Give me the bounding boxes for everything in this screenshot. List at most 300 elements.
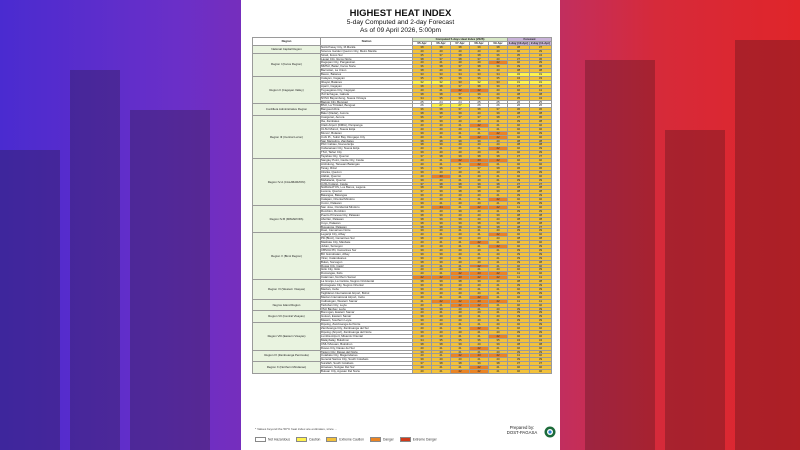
computed-value-cell: 39 [413, 151, 432, 155]
forecast-value-cell: 40 [530, 205, 552, 209]
forecast-value-cell: 40 [508, 245, 530, 249]
computed-value-cell: 40 [470, 151, 489, 155]
station-cell: Baguio City, Benguet [321, 100, 413, 104]
computed-value-cell: 42 [470, 327, 489, 331]
forecast-value-cell: 40 [508, 264, 530, 268]
station-cell: Batangas, Batangas [321, 194, 413, 198]
forecast-value-cell: 39 [508, 178, 530, 182]
computed-value-cell: 40 [451, 194, 470, 198]
computed-value-cell: 40 [489, 237, 508, 241]
computed-value-cell: 41 [489, 256, 508, 260]
computed-value-cell: 41 [470, 358, 489, 362]
building-silhouette [70, 70, 120, 450]
computed-value-cell: 40 [413, 127, 432, 131]
station-cell: Catbalogan, Western Samar [321, 299, 413, 303]
computed-value-cell: 40 [489, 170, 508, 174]
computed-value-cell: 39 [451, 155, 470, 159]
computed-value-cell: 41 [489, 311, 508, 315]
station-cell: Sinait, Ilocos Sur [321, 53, 413, 57]
station-cell: Virac, Catanduanes [321, 256, 413, 260]
computed-value-cell: 38 [432, 84, 451, 88]
computed-value-cell: 40 [489, 69, 508, 73]
computed-value-cell: 42 [489, 276, 508, 280]
computed-value-cell: 27 [451, 104, 470, 108]
computed-value-cell: 40 [451, 49, 470, 53]
computed-value-cell: 41 [432, 135, 451, 139]
forecast-value-cell: 39 [530, 256, 552, 260]
building-silhouette [0, 150, 60, 450]
computed-value-cell: 39 [432, 260, 451, 264]
computed-value-cell: 42 [470, 346, 489, 350]
forecast-value-cell: 39 [530, 291, 552, 295]
heat-index-table [252, 37, 552, 374]
computed-value-cell: 41 [470, 147, 489, 151]
station-cell: Cotabato City, Maguindanao [321, 354, 413, 358]
forecast-value-cell: 40 [508, 327, 530, 331]
computed-value-cell: 40 [413, 205, 432, 209]
computed-value-cell: 40 [432, 291, 451, 295]
computed-value-cell: 41 [489, 241, 508, 245]
computed-value-cell: 38 [470, 190, 489, 194]
computed-value-cell: 41 [451, 327, 470, 331]
footnote: * Values beyond the 50°C heat index are estimates, since ... [255, 427, 338, 431]
station-cell: Romblon, Romblon [321, 209, 413, 213]
station-cell: Cabanatuan City, Nueva Ecija [321, 147, 413, 151]
forecast-value-cell: 39 [530, 330, 552, 334]
computed-value-cell: 32 [470, 80, 489, 84]
computed-value-cell: 38 [470, 108, 489, 112]
station-cell: Tagum City, Davao del Norte [321, 350, 413, 354]
computed-value-cell: 39 [470, 225, 489, 229]
computed-value-cell: 41 [451, 163, 470, 167]
legend-swatch [296, 437, 307, 442]
computed-value-cell: 39 [413, 358, 432, 362]
forecast-value-cell: 40 [530, 295, 552, 299]
computed-value-cell: 42 [413, 276, 432, 280]
forecast-value-cell: 40 [508, 147, 530, 151]
computed-value-cell: 41 [451, 350, 470, 354]
forecast-value-cell: 41 [508, 205, 530, 209]
forecast-value-cell: 36 [530, 116, 552, 120]
computed-value-cell: 42 [470, 303, 489, 307]
computed-value-cell: 40 [413, 366, 432, 370]
legend-item [255, 437, 290, 442]
computed-value-cell: 40 [470, 174, 489, 178]
legend-label: Extreme Danger [412, 437, 437, 442]
computed-value-cell: 35 [432, 77, 451, 81]
forecast-value-cell: 36 [530, 57, 552, 61]
forecast-value-cell: 31 [530, 80, 552, 84]
computed-value-cell: 37 [451, 84, 470, 88]
computed-value-cell: 40 [413, 311, 432, 315]
forecast-value-cell: 40 [530, 198, 552, 202]
computed-value-cell: 41 [489, 120, 508, 124]
computed-value-cell: 39 [470, 362, 489, 366]
computed-value-cell: 36 [413, 65, 432, 69]
computed-value-cell: 41 [489, 327, 508, 331]
legend-label: Danger [382, 437, 394, 442]
station-cell: Daet, Camarines Norte [321, 229, 413, 233]
legend-label: Extreme Caution [339, 437, 364, 442]
forecast-value-cell: 39 [530, 248, 552, 252]
computed-value-cell: 39 [451, 209, 470, 213]
computed-value-cell: 36 [413, 108, 432, 112]
forecast-value-cell: 39 [508, 248, 530, 252]
forecast-value-cell: 40 [508, 151, 530, 155]
station-cell: Science Garden Quezon City, Metro Manila [321, 49, 413, 53]
forecast-value-cell: 31 [530, 73, 552, 77]
computed-value-cell: 39 [489, 221, 508, 225]
computed-value-cell: 39 [413, 252, 432, 256]
computed-value-cell: 41 [432, 295, 451, 299]
computed-value-cell: 26 [470, 104, 489, 108]
computed-value-cell: 40 [451, 260, 470, 264]
forecast-value-cell: 38 [530, 143, 552, 147]
forecast-value-cell: 40 [530, 334, 552, 338]
forecast-value-cell: 40 [530, 303, 552, 307]
forecast-value-cell: 40 [530, 127, 552, 131]
station-cell: Legazpi City, Albay [321, 233, 413, 237]
forecast-value-cell: 40 [508, 198, 530, 202]
computed-value-cell: 42 [451, 370, 470, 374]
station-cell: Busuanga, Palawan [321, 225, 413, 229]
computed-value-cell: 40 [470, 248, 489, 252]
computed-value-cell: 40 [470, 291, 489, 295]
station-cell: Alabat, Quezon [321, 174, 413, 178]
region-cell: Region VII (Central Visayas) [253, 311, 321, 323]
forecast-value-cell: 26 [508, 104, 530, 108]
forecast-value-cell: 34 [530, 53, 552, 57]
computed-value-cell: 41 [432, 370, 451, 374]
computed-value-cell: 40 [470, 284, 489, 288]
computed-value-cell: 41 [451, 229, 470, 233]
computed-value-cell: 35 [451, 338, 470, 342]
forecast-value-cell: 40 [530, 174, 552, 178]
computed-value-cell: 39 [413, 350, 432, 354]
computed-value-cell: 38 [432, 92, 451, 96]
computed-value-cell: 41 [489, 163, 508, 167]
computed-value-cell: 38 [432, 112, 451, 116]
forecast-value-cell: 38 [530, 190, 552, 194]
computed-value-cell: 40 [470, 237, 489, 241]
computed-value-cell: 40 [470, 342, 489, 346]
computed-value-cell: 25 [470, 100, 489, 104]
forecast-value-cell: 31 [508, 80, 530, 84]
computed-value-cell: 41 [489, 194, 508, 198]
computed-value-cell: 40 [432, 248, 451, 252]
computed-value-cell: 41 [432, 61, 451, 65]
computed-value-cell: 40 [470, 178, 489, 182]
forecast-value-cell: 38 [530, 221, 552, 225]
computed-value-cell: 42 [489, 245, 508, 249]
forecast-value-cell: 25 [530, 100, 552, 104]
computed-day-header: 05-Apr [413, 41, 432, 45]
computed-value-cell: 38 [470, 53, 489, 57]
station-cell: Calayan, Cagayan [321, 77, 413, 81]
computed-value-cell: 40 [413, 346, 432, 350]
forecast-value-cell: 40 [530, 241, 552, 245]
station-cell: TSU, Tarlac City [321, 151, 413, 155]
computed-value-cell: 38 [413, 92, 432, 96]
station-cell: Puerto Princesa City, Palawan [321, 213, 413, 217]
forecast-value-cell: 37 [508, 84, 530, 88]
computed-value-cell: 40 [413, 147, 432, 151]
computed-value-cell: 33 [451, 80, 470, 84]
computed-value-cell: 40 [432, 49, 451, 53]
computed-value-cell: 40 [470, 256, 489, 260]
region-cell: Region II (Cagayan Valley) [253, 77, 321, 104]
forecast-value-cell: 38 [508, 139, 530, 143]
forecast-value-cell: 38 [530, 342, 552, 346]
computed-value-cell: 38 [432, 108, 451, 112]
computed-value-cell: 40 [489, 358, 508, 362]
forecast-value-cell: 39 [508, 194, 530, 198]
computed-value-cell: 38 [489, 116, 508, 120]
computed-value-cell: 40 [451, 61, 470, 65]
forecast-value-cell: 34 [530, 96, 552, 100]
computed-value-cell: 37 [451, 108, 470, 112]
computed-value-cell: 39 [489, 112, 508, 116]
computed-value-cell: 36 [470, 338, 489, 342]
computed-value-cell: 40 [413, 327, 432, 331]
computed-value-cell: 36 [470, 77, 489, 81]
forecast-group-header: Forecast [508, 38, 552, 42]
forecast-value-cell: 41 [508, 272, 530, 276]
computed-value-cell: 41 [451, 178, 470, 182]
document-title: HIGHEST HEAT INDEX [349, 8, 452, 19]
computed-value-cell: 38 [451, 362, 470, 366]
forecast-value-cell: 38 [530, 139, 552, 143]
building-silhouette [665, 130, 725, 450]
computed-value-cell: 39 [432, 143, 451, 147]
forecast-value-cell: 40 [508, 233, 530, 237]
computed-value-cell: 39 [413, 131, 432, 135]
computed-value-cell: 42 [470, 241, 489, 245]
computed-value-cell: 40 [451, 330, 470, 334]
computed-value-cell: 40 [432, 170, 451, 174]
region-cell: Region X (Northern Mindanao) [253, 362, 321, 374]
computed-value-cell: 39 [432, 280, 451, 284]
computed-value-cell: 40 [451, 311, 470, 315]
computed-value-cell: 38 [432, 186, 451, 190]
computed-value-cell: 36 [432, 166, 451, 170]
computed-value-cell: 40 [413, 233, 432, 237]
computed-value-cell: 37 [489, 108, 508, 112]
station-cell: Mactan International Airport, Cebu [321, 295, 413, 299]
computed-value-cell: 38 [432, 342, 451, 346]
station-cell: Malaybalay, Bukidnon [321, 338, 413, 342]
forecast-value-cell: 39 [530, 315, 552, 319]
computed-value-cell: 38 [413, 213, 432, 217]
forecast-value-cell: 37 [508, 182, 530, 186]
legend-label: Caution [309, 437, 321, 442]
computed-value-cell: 38 [413, 143, 432, 147]
forecast-value-cell: 39 [508, 315, 530, 319]
forecast-value-cell: 40 [508, 131, 530, 135]
forecast-value-cell: 38 [530, 213, 552, 217]
computed-value-cell: 39 [413, 291, 432, 295]
computed-value-cell: 40 [432, 315, 451, 319]
station-header: Station [321, 38, 413, 46]
forecast-value-cell: 37 [530, 45, 552, 49]
station-cell: ISU Echague, Isabela [321, 92, 413, 96]
forecast-value-cell: 40 [508, 135, 530, 139]
computed-value-cell: 42 [432, 299, 451, 303]
forecast-value-cell: 41 [508, 299, 530, 303]
computed-value-cell: 42 [489, 159, 508, 163]
computed-value-cell: 37 [451, 166, 470, 170]
computed-value-cell: 42 [489, 198, 508, 202]
computed-value-cell: 37 [413, 182, 432, 186]
computed-value-cell: 41 [451, 245, 470, 249]
computed-value-cell: 41 [470, 233, 489, 237]
forecast-value-cell: 39 [508, 229, 530, 233]
forecast-value-cell: 26 [530, 104, 552, 108]
computed-value-cell: 38 [470, 155, 489, 159]
computed-value-cell: 41 [489, 295, 508, 299]
computed-value-cell: 41 [432, 272, 451, 276]
computed-value-cell: 40 [470, 49, 489, 53]
forecast-value-cell: 39 [530, 350, 552, 354]
computed-value-cell: 42 [470, 163, 489, 167]
computed-value-cell: 40 [470, 213, 489, 217]
document-subtitle: 5-day Computed and 2-day Forecast [346, 19, 455, 26]
forecast-value-cell: 40 [508, 88, 530, 92]
station-cell: MMSU, Batac, Ilocos Norte [321, 65, 413, 69]
station-cell: La Granja, La Carlota, Negros Occidental [321, 280, 413, 284]
computed-value-cell: 40 [413, 123, 432, 127]
station-cell: Ambulong, Tanauan Batangas [321, 163, 413, 167]
forecast-value-cell: 38 [508, 225, 530, 229]
computed-value-cell: 40 [432, 319, 451, 323]
computed-value-cell: 39 [413, 288, 432, 292]
computed-value-cell: 40 [451, 284, 470, 288]
station-cell: Bacnotan, La Union [321, 69, 413, 73]
computed-value-cell: 41 [432, 241, 451, 245]
forecast-value-cell: 38 [508, 342, 530, 346]
computed-value-cell: 38 [432, 45, 451, 49]
computed-value-cell: 41 [470, 268, 489, 272]
computed-value-cell: 41 [451, 174, 470, 178]
computed-value-cell: 40 [432, 131, 451, 135]
forecast-value-cell: 40 [530, 366, 552, 370]
forecast-value-cell: 39 [508, 170, 530, 174]
computed-value-cell: 42 [489, 147, 508, 151]
forecast-value-cell: 39 [508, 120, 530, 124]
computed-value-cell: 40 [489, 350, 508, 354]
forecast-value-cell: 39 [530, 358, 552, 362]
computed-value-cell: 35 [413, 77, 432, 81]
computed-group-header: Computed 5-days Heat Index (2026) [413, 38, 508, 42]
computed-value-cell: 42 [489, 299, 508, 303]
forecast-value-cell: 41 [530, 88, 552, 92]
forecast-value-cell: 35 [508, 96, 530, 100]
station-cell: Butuan City, Agusan Del Norte [321, 370, 413, 374]
station-cell: Clark Airport (DMIA), Pampanga [321, 123, 413, 127]
computed-value-cell: 39 [432, 120, 451, 124]
region-cell: Negros Island Region [253, 299, 321, 311]
computed-value-cell: 41 [451, 334, 470, 338]
computed-value-cell: 40 [413, 264, 432, 268]
computed-value-cell: 42 [451, 303, 470, 307]
forecast-value-cell: 39 [508, 291, 530, 295]
station-cell: Tuguegarao City, Cagayan [321, 88, 413, 92]
forecast-value-cell: 40 [530, 233, 552, 237]
computed-value-cell: 38 [413, 280, 432, 284]
computed-value-cell: 40 [413, 198, 432, 202]
forecast-value-cell: 40 [508, 163, 530, 167]
computed-value-cell: 37 [432, 116, 451, 120]
computed-value-cell: 38 [413, 84, 432, 88]
computed-value-cell: 38 [413, 57, 432, 61]
computed-value-cell: 37 [451, 65, 470, 69]
computed-value-cell: 39 [451, 225, 470, 229]
computed-day-header: 08-Apr [470, 41, 489, 45]
computed-value-cell: 40 [413, 334, 432, 338]
forecast-value-cell: 39 [530, 245, 552, 249]
forecast-day-header: 2-day (11-Apr) [530, 41, 551, 45]
computed-value-cell: 40 [470, 319, 489, 323]
station-cell: Tagbilaran International Airport, Bohol [321, 291, 413, 295]
computed-value-cell: 40 [470, 143, 489, 147]
computed-value-cell: 41 [489, 291, 508, 295]
computed-value-cell: 41 [470, 170, 489, 174]
computed-value-cell: 40 [413, 354, 432, 358]
computed-value-cell: 39 [489, 65, 508, 69]
forecast-value-cell: 36 [530, 65, 552, 69]
computed-value-cell: 40 [489, 315, 508, 319]
computed-value-cell: 40 [489, 330, 508, 334]
forecast-value-cell: 37 [508, 116, 530, 120]
computed-value-cell: 40 [413, 88, 432, 92]
station-cell: CBSUA Pili, Camarines Sur [321, 248, 413, 252]
forecast-value-cell: 40 [508, 323, 530, 327]
computed-value-cell: 43 [470, 354, 489, 358]
computed-value-cell: 38 [432, 182, 451, 186]
computed-value-cell: 40 [432, 237, 451, 241]
forecast-value-cell: 39 [508, 358, 530, 362]
computed-value-cell: 40 [489, 49, 508, 53]
station-cell: Infanta, Quezon [321, 170, 413, 174]
computed-value-cell: 41 [451, 123, 470, 127]
computed-value-cell: 40 [470, 311, 489, 315]
forecast-value-cell: 40 [508, 334, 530, 338]
forecast-value-cell: 37 [508, 155, 530, 159]
station-cell: VSU Baybay, Leyte [321, 307, 413, 311]
forecast-value-cell: 37 [508, 57, 530, 61]
computed-value-cell: 40 [470, 209, 489, 213]
forecast-value-cell: 39 [508, 307, 530, 311]
forecast-value-cell: 39 [530, 288, 552, 292]
computed-value-cell: 38 [489, 155, 508, 159]
computed-value-cell: 38 [489, 362, 508, 366]
forecast-value-cell: 39 [530, 307, 552, 311]
computed-value-cell: 37 [470, 57, 489, 61]
computed-value-cell: 37 [413, 362, 432, 366]
computed-value-cell: 39 [451, 342, 470, 346]
computed-value-cell: 39 [451, 186, 470, 190]
computed-value-cell: 41 [470, 288, 489, 292]
computed-value-cell: 39 [413, 170, 432, 174]
computed-value-cell: 43 [451, 276, 470, 280]
computed-value-cell: 41 [451, 346, 470, 350]
computed-value-cell: 42 [451, 159, 470, 163]
computed-value-cell: 34 [489, 73, 508, 77]
computed-value-cell: 40 [432, 256, 451, 260]
building-silhouette [585, 60, 655, 450]
legend-swatch [326, 437, 337, 442]
computed-value-cell: 40 [432, 69, 451, 73]
